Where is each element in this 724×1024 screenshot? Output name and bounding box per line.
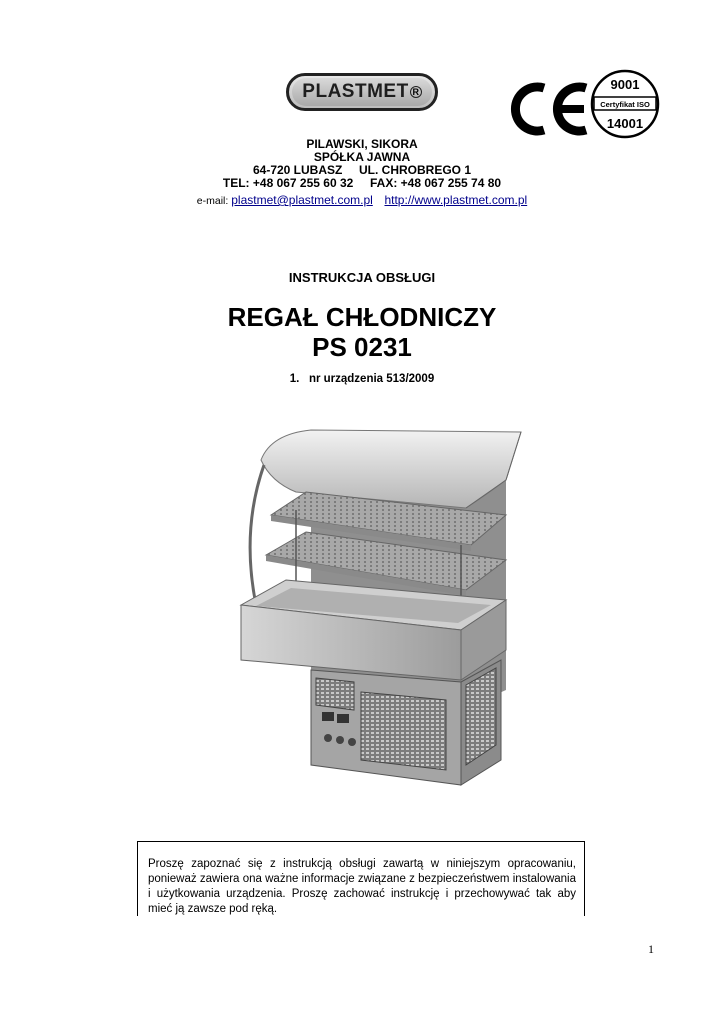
company-address: 64-720 LUBASZ UL. CHROBREGO 1 [252, 163, 472, 177]
document-title: REGAŁ CHŁODNICZY [227, 302, 497, 332]
page-number: 1 [648, 942, 654, 956]
company-legal-form: SPÓŁKA JAWNA [313, 150, 411, 164]
email-link[interactable]: plastmet@plastmet.com.pl [231, 193, 373, 207]
svg-text:Certyfikat ISO: Certyfikat ISO [600, 100, 650, 109]
company-name: PILAWSKI, SIKORA [306, 137, 418, 151]
contact-line [0, 193, 724, 207]
ce-mark-icon [506, 82, 592, 136]
svg-text:14001: 14001 [606, 116, 644, 131]
website-link[interactable]: http://www.plastmet.com.pl [384, 193, 528, 207]
registered-mark: R [410, 86, 422, 98]
plastmet-logo [286, 73, 438, 111]
safety-notice-text: Proszę zapoznać się z instrukcją obsługi zawartą w niniejszym opracowaniu, ponieważ zawiera ona ważne informacje związane z bezpieczeństwem instalowania i użytkowania urządzenia. Proszę zachować instrukcję i przechowywać tak aby mieć ją zawsze pod ręką. [148, 858, 576, 915]
logo-plate [292, 78, 432, 106]
svg-text:9001: 9001 [610, 77, 640, 92]
document-kind: INSTRUKCJA OBSŁUGI [288, 270, 436, 285]
device-number: 1. nr urządzenia 513/2009 [289, 373, 435, 385]
email-label: e-mail: [196, 195, 229, 207]
iso-certificate-seal-icon [590, 69, 660, 139]
safety-notice-box [137, 841, 585, 916]
company-phone-fax: TEL: +48 067 255 60 32 FAX: +48 067 255 74 80 [222, 176, 502, 190]
document-model: PS 0231 [312, 332, 412, 362]
refrigerated-display-illustration [236, 420, 526, 790]
logo-text: PLASTMET [302, 81, 409, 102]
